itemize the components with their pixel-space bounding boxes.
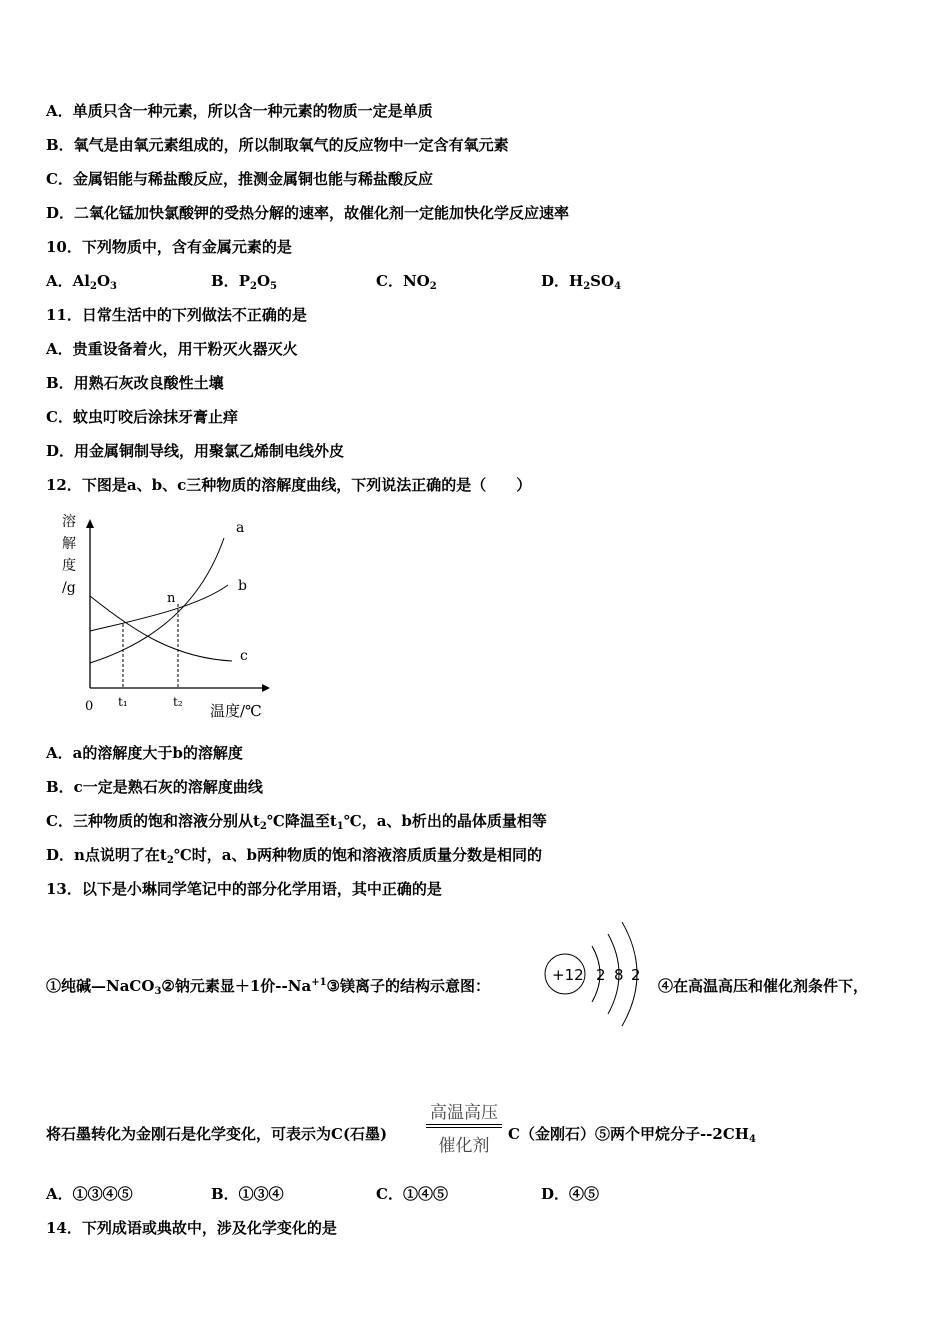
nucleus-charge: +12 <box>552 966 584 984</box>
condition-top: 高温高压 <box>430 1103 498 1123</box>
solubility-graph <box>56 508 276 724</box>
curve-b <box>90 585 228 631</box>
t2-label: t₂ <box>173 695 183 709</box>
q10-option-a: A．$Al_2O_3$ <box>46 272 117 292</box>
y-label-3: 度 <box>62 558 76 574</box>
origin-label: 0 <box>85 699 94 714</box>
q9-option-b: B．氧气是由氧元素组成的，所以制取氧气的反应物中一定含有氧元素 <box>46 136 509 154</box>
q10-stem: 10．下列物质中，含有金属元素的是 <box>46 238 292 256</box>
q11-stem: 11．日常生活中的下列做法不正确的是 <box>46 306 307 324</box>
q14-stem: 14．下列成语或典故中，涉及化学变化的是 <box>46 1219 337 1237</box>
q10-option-b: B．$P_2O_5$ <box>211 272 277 292</box>
mg-ion-structure-diagram <box>540 918 650 1030</box>
q13-line1-left: ①纯碱—NaCO$_3$②钠元素显＋1价$--Na^{+1}③$镁离子的结构示意图： <box>46 977 490 997</box>
y-label-1: 溶 <box>62 514 76 530</box>
curve-a-label: a <box>236 520 245 536</box>
q13-line2-left: 将石墨转化为金刚石是化学变化，可表示为C(石墨) <box>46 1125 388 1143</box>
x-axis-arrow <box>262 684 270 692</box>
q13-line1-right: ④在高温高压和催化剂条件下， <box>658 977 869 995</box>
shell-3-electrons: 2 <box>631 966 641 984</box>
q11-option-a: A．贵重设备着火，用干粉灭火器灭火 <box>46 340 298 358</box>
q13-option-b: B．①③④ <box>211 1185 284 1203</box>
q10-option-d: D．$H_2SO_4$ <box>541 272 622 292</box>
q13-stem: 13．以下是小琳同学笔记中的部分化学用语，其中正确的是 <box>46 880 442 898</box>
q12-option-c: C．三种物质的饱和溶液分别从$t_2℃$降温至$t_1℃$，a、b析出的晶体质量相等 <box>46 812 547 832</box>
y-label-2: 解 <box>62 536 76 552</box>
t1-label: t₁ <box>118 695 128 709</box>
q12-option-b: B．c一定是熟石灰的溶解度曲线 <box>46 778 263 796</box>
q12-option-a: A．a的溶解度大于b的溶解度 <box>46 744 243 762</box>
q11-option-d: D．用金属铜制导线，用聚氯乙烯制电线外皮 <box>46 442 345 460</box>
shell-1-electrons: 2 <box>596 966 606 984</box>
q13-option-d: D．④⑤ <box>541 1185 600 1203</box>
curve-c-label: c <box>240 648 248 664</box>
equation-bar-bottom <box>426 1127 502 1128</box>
q12-stem: 12．下图是a、b、c三种物质的溶解度曲线，下列说法正确的是（ ） <box>46 476 532 494</box>
y-label-4: /g <box>62 580 76 596</box>
y-axis-arrow <box>86 519 94 528</box>
shell-2-electrons: 8 <box>614 966 624 984</box>
curve-b-label: b <box>238 578 247 594</box>
q9-option-a: A．单质只含一种元素，所以含一种元素的物质一定是单质 <box>46 102 433 120</box>
curve-c <box>90 596 232 661</box>
curve-a <box>90 538 224 663</box>
x-axis-label: 温度/℃ <box>210 702 262 720</box>
q13-option-a: A．①③④⑤ <box>46 1185 133 1203</box>
q11-option-b: B．用熟石灰改良酸性土壤 <box>46 374 224 392</box>
point-n-label: n <box>167 591 176 606</box>
equation-bar-top <box>426 1124 502 1125</box>
condition-bottom: 催化剂 <box>438 1136 490 1156</box>
q10-option-c: C．$NO_2$ <box>376 272 437 292</box>
q12-option-d: D．n点说明了在$t_2℃$时，a、b两种物质的饱和溶液溶质质量分数是相同的 <box>46 846 542 866</box>
q9-option-c: C．金属铝能与稀盐酸反应，推测金属铜也能与稀盐酸反应 <box>46 170 433 188</box>
q13-line2-right: C（金刚石）⑤两个甲烷分子$--2CH_4$ <box>508 1125 756 1145</box>
q11-option-c: C．蚊虫叮咬后涂抹牙膏止痒 <box>46 408 238 426</box>
reaction-condition <box>424 1098 504 1156</box>
q13-option-c: C．①④⑤ <box>376 1185 448 1203</box>
q9-option-d: D．二氧化锰加快氯酸钾的受热分解的速率，故催化剂一定能加快化学反应速率 <box>46 204 570 222</box>
